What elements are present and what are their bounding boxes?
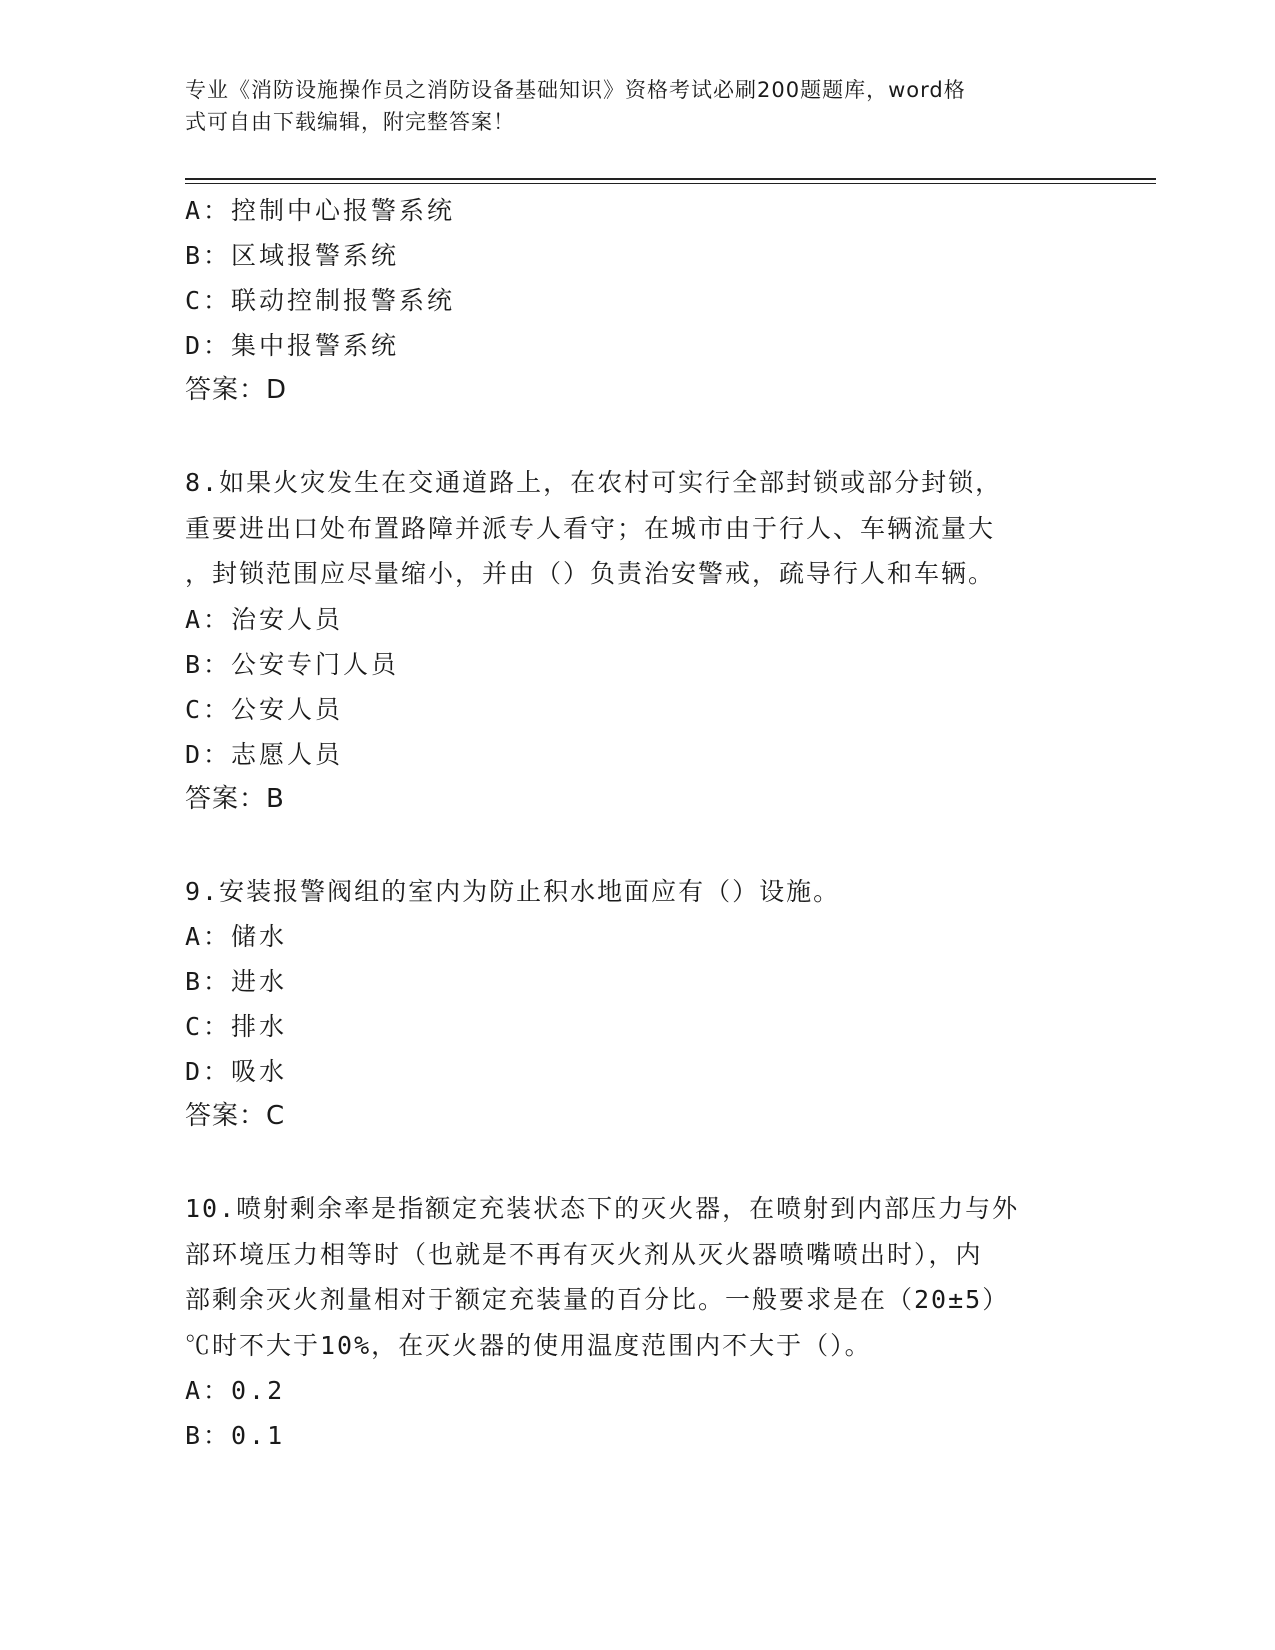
question-line: 重要进出口处布置路障并派专人看守；在城市由于行人、车辆流量大 [185,513,996,543]
header-divider-thin [185,183,1156,184]
option-a: A：储水 [185,922,288,951]
option-d: D：志愿人员 [185,739,344,769]
question-line: ，封锁范围应尽量缩小，并由（）负责治安警戒，疏导行人和车辆。 [185,559,996,588]
option-b: B：0.1 [185,1421,286,1450]
question-text [185,1186,1085,1368]
header-line-2: 式可自由下载编辑，附完整答案！ [185,110,515,134]
question-7-block [185,188,1085,413]
option-c: C：公安人员 [185,694,344,724]
answer-line: 答案：B [185,783,285,814]
question-line: 10.喷射剩余率是指额定充装状态下的灭火器，在喷射到内部压力与外 [185,1194,1020,1223]
header-line-1: 专业《消防设施操作员之消防设备基础知识》资格考试必刷200题题库，word格 [185,78,966,102]
option-b: B：进水 [185,967,288,996]
option-d: D：吸水 [185,1057,288,1086]
option-c: C：联动控制报警系统 [185,286,456,315]
option-a: A：控制中心报警系统 [185,196,456,225]
header-divider-thick [185,178,1156,180]
question-text [185,869,1085,915]
question-10-block [185,1186,1085,1458]
option-d: D：集中报警系统 [185,331,400,360]
option-c: C：排水 [185,1012,288,1041]
option-a: A：0.2 [185,1376,286,1405]
option-b: B：公安专门人员 [185,649,400,679]
question-text [185,460,1085,597]
question-8-block [185,460,1085,822]
option-b: B：区域报警系统 [185,241,400,270]
question-line: 部剩余灭火剂量相对于额定充装量的百分比。一般要求是在（20±5） [185,1285,1010,1314]
question-line: 8.如果火灾发生在交通道路上，在农村可实行全部封锁或部分封锁， [185,468,1003,497]
document-body [185,188,1085,1458]
answer-line: 答案：C [185,1101,286,1131]
question-line: ℃时不大于10%，在灭火器的使用温度范围内不大于（）。 [185,1330,872,1360]
question-line: 部环境压力相等时（也就是不再有灭火剂从灭火器喷嘴喷出时），内 [185,1239,983,1269]
question-9-block [185,869,1085,1140]
answer-line: 答案：D [185,375,288,405]
question-line: 9.安装报警阀组的室内为防止积水地面应有（）设施。 [185,876,841,906]
option-a: A：治安人员 [185,604,344,634]
page-header [185,74,1065,138]
